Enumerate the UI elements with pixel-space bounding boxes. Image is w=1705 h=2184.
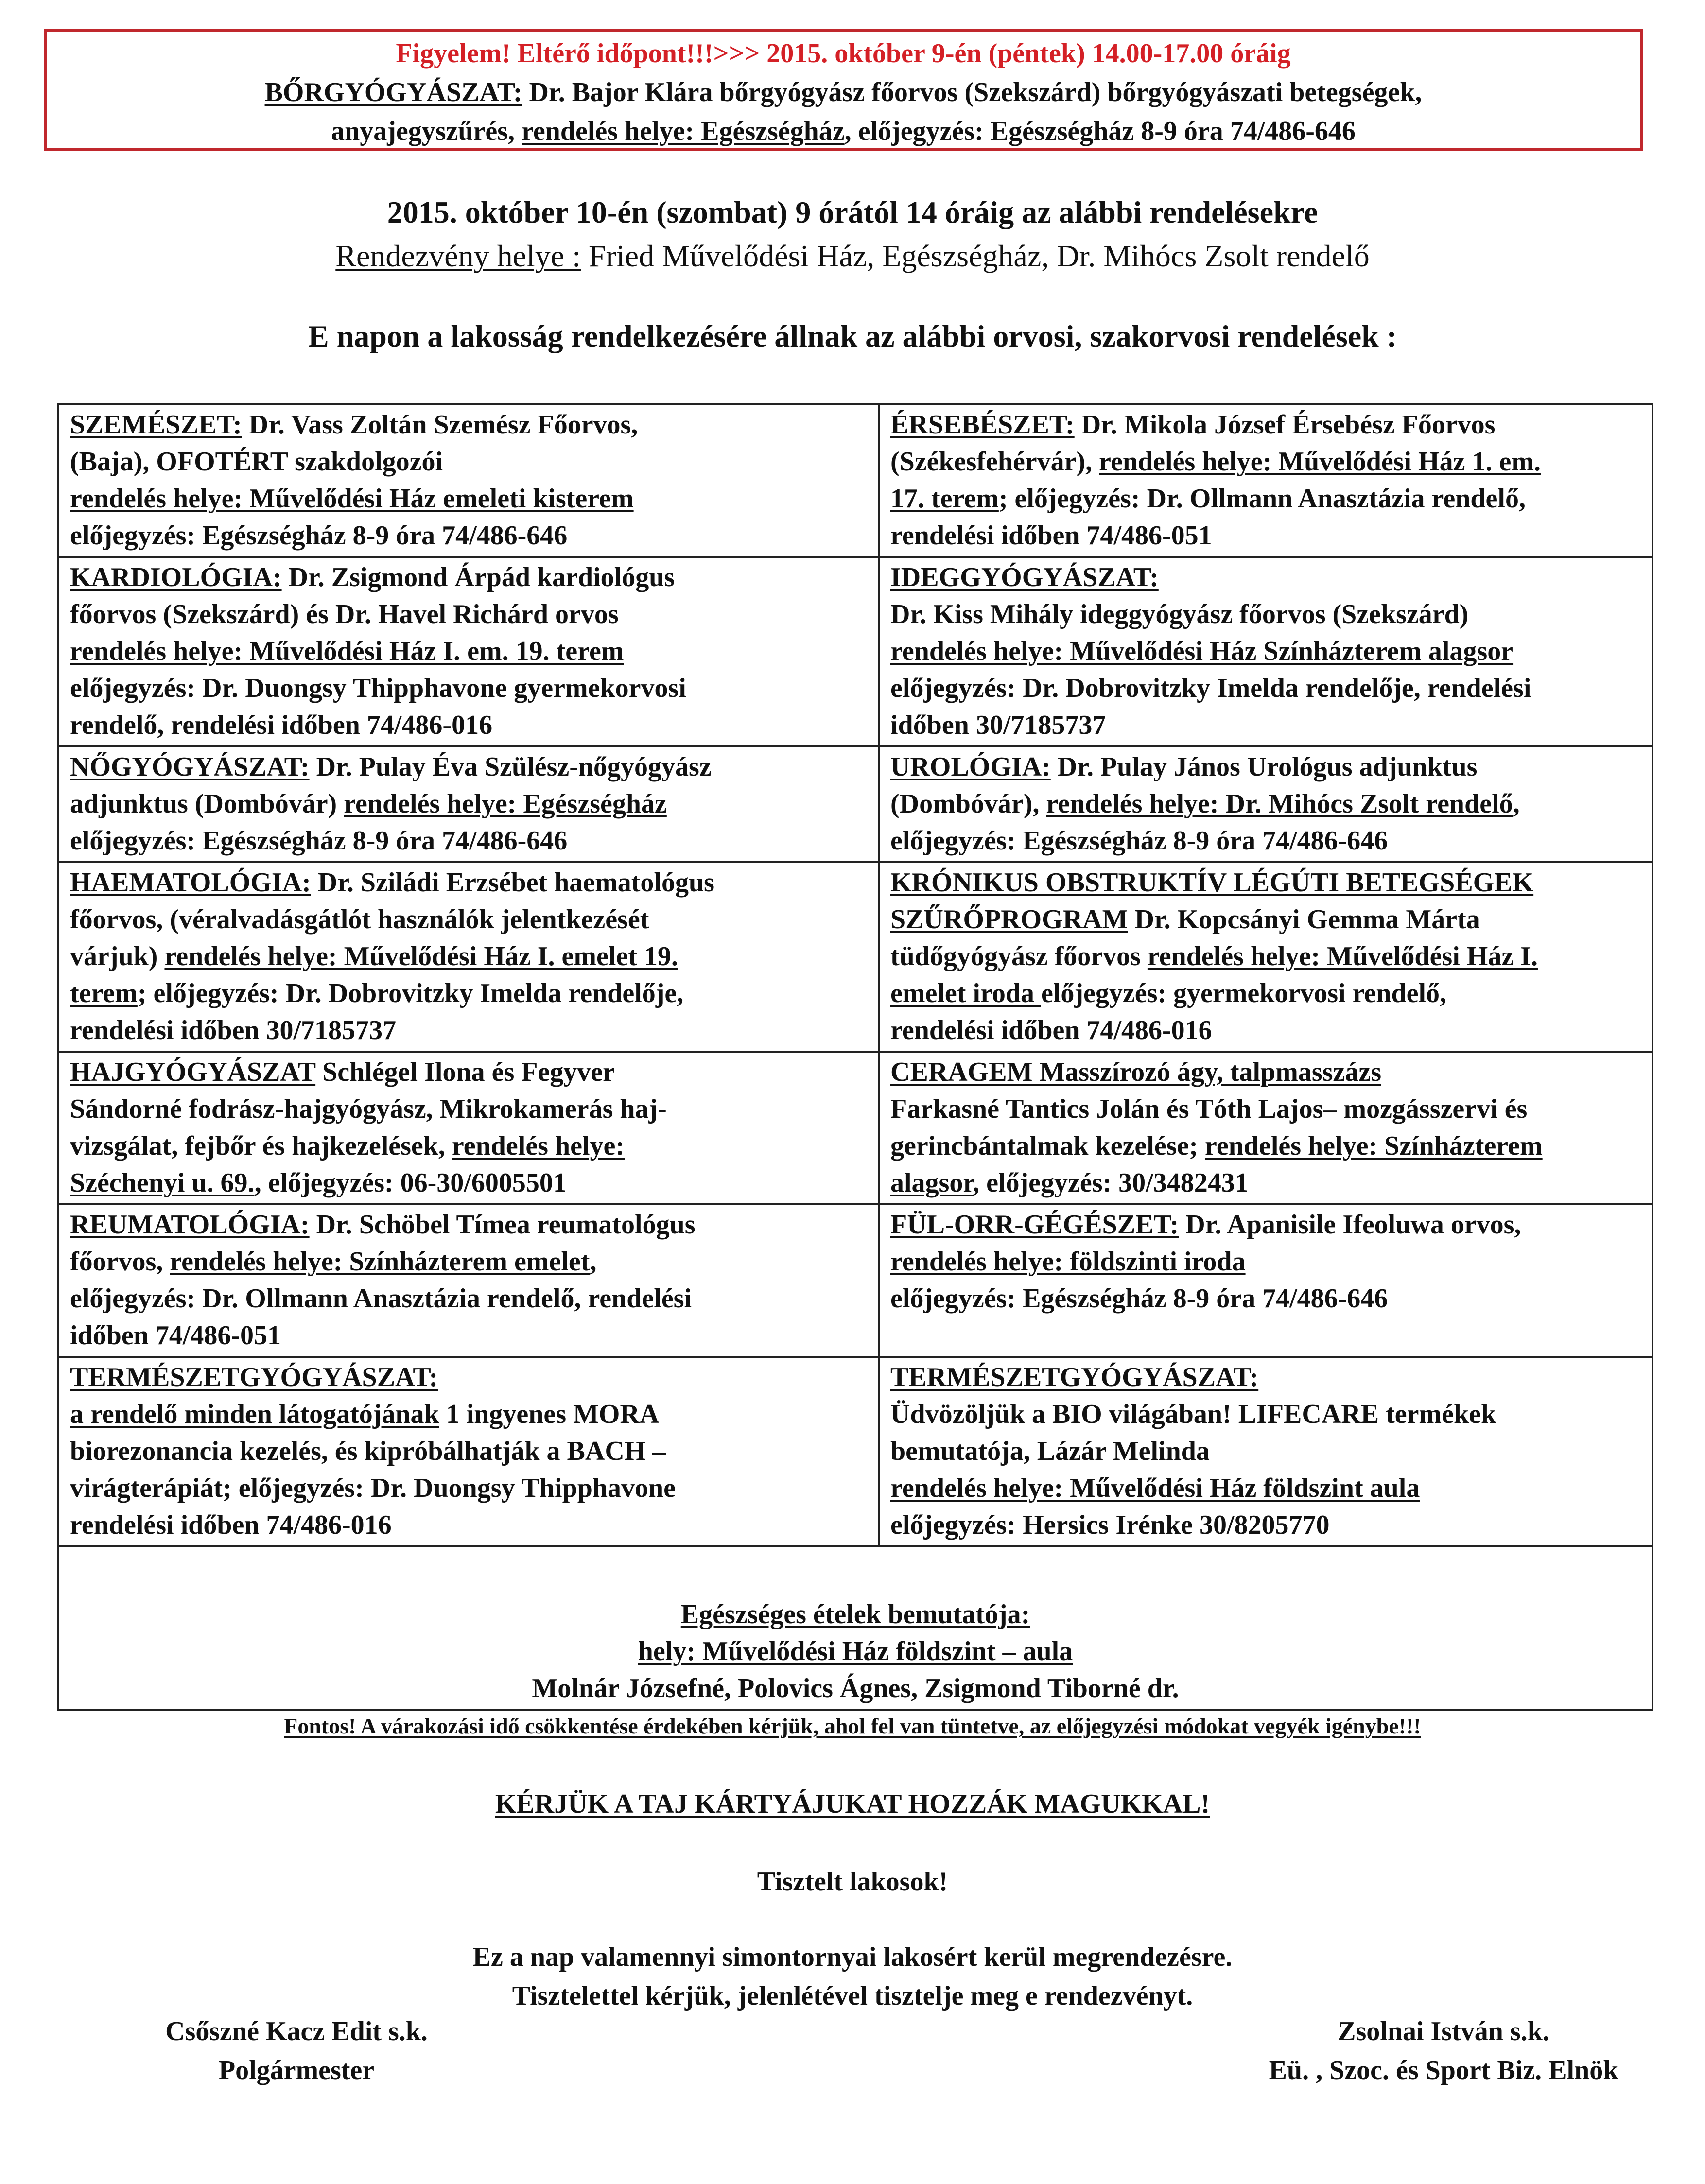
notice-text-a: anyajegyszűrés, [331, 116, 522, 146]
service-place: emelet iroda [890, 978, 1041, 1008]
intro-heading: E napon a lakosság rendelkezésére állnak az alábbi orvosi, szakorvosi rendelések : [308, 319, 1397, 353]
service-text: Dr. Sziládi Erzsébet haematológus [311, 867, 714, 898]
service-text: gerincbántalmak kezelése; [890, 1131, 1205, 1161]
service-title: TERMÉSZETGYÓGYÁSZAT: [70, 1362, 438, 1392]
service-text: Dr. Kiss Mihály ideggyógyász főorvos (Szekszárd) [890, 599, 1469, 629]
service-booking: előjegyzés: Hersics Irénke 30/8205770 [890, 1510, 1330, 1540]
service-booking: rendelési időben 74/486-051 [890, 520, 1212, 551]
event-place-text: Fried Művelődési Ház, Egészségház, Dr. Mihócs Zsolt rendelő [580, 239, 1370, 273]
service-title: HAJGYÓGYÁSZAT [70, 1057, 316, 1087]
service-booking: , előjegyzés: 06-30/6005501 [254, 1168, 567, 1198]
service-place: rendelés helye: Művelődési Ház I. emelet 19. [164, 941, 678, 971]
service-ent [879, 1204, 1653, 1357]
service-place: terem [70, 978, 138, 1008]
service-text: Dr. Schöbel Tímea reumatológus [309, 1210, 696, 1240]
service-booking: ; előjegyzés: Dr. Ollmann Anasztázia rendelő, [998, 484, 1526, 514]
service-place: rendelés helye: Művelődési Ház emeleti kisterem [70, 484, 634, 514]
service-text: Dr. Kopcsányi Gemma Márta [1128, 904, 1480, 935]
service-gynecology [58, 746, 879, 862]
service-place: rendelés helye: Dr. Mihócs Zsolt rendelő [1046, 789, 1513, 819]
service-title: NŐGYÓGYÁSZAT: [70, 752, 310, 782]
table-row [58, 1204, 1653, 1357]
service-place: Széchenyi u. 69. [70, 1168, 255, 1198]
service-booking: rendelési időben 74/486-016 [890, 1015, 1212, 1045]
service-text: (Dombóvár), [890, 789, 1046, 819]
service-text: főorvos, (véralvadásgátlót használók jelentkezését [70, 904, 649, 935]
service-booking: előjegyzés: Egészségház 8-9 óra 74/486-646 [70, 826, 568, 856]
signature-name: Zsolnai István s.k. [1338, 2016, 1549, 2046]
service-text: 1 ingyenes MORA [439, 1399, 660, 1429]
service-haematology [58, 862, 879, 1052]
service-text: Dr. Vass Zoltán Szemész Főorvos, [242, 410, 638, 440]
service-place: rendelés helye: Színházterem [1204, 1131, 1543, 1161]
service-place: rendelés helye: Egészségház [344, 789, 667, 819]
notice-text-b: , előjegyzés: Egészségház 8-9 óra 74/486-646 [844, 116, 1356, 146]
service-title: KRÓNIKUS OBSTRUKTÍV LÉGÚTI BETEGSÉGEK [890, 867, 1534, 898]
service-text: Dr. Zsigmond Árpád kardiológus [281, 562, 675, 592]
food-demo-names: Molnár Józsefné, Polovics Ágnes, Zsigmond Tiborné dr. [532, 1673, 1179, 1703]
service-booking: előjegyzés: gyermekorvosi rendelő, [1041, 978, 1447, 1008]
table-row [58, 1357, 1653, 1546]
event-date: 2015. október 10-én (szombat) 9 órától 14 óráig az alábbi rendelésekre [387, 195, 1318, 229]
service-neurology [879, 557, 1653, 746]
closing-line-2: Tisztelettel kérjük, jelenlétével tisztelje meg e rendezvényt. [512, 1981, 1193, 2011]
service-booking: időben 74/486-051 [70, 1320, 281, 1351]
services-table [57, 403, 1653, 1711]
signature-mayor [112, 2012, 481, 2090]
service-ceragem [879, 1052, 1653, 1204]
service-text: bemutatója, Lázár Melinda [890, 1436, 1210, 1466]
service-place: rendelés helye: [452, 1131, 625, 1161]
signature-committee-chair [1225, 2012, 1662, 2090]
service-title: CERAGEM Masszírozó ágy, talpmasszázs [890, 1057, 1381, 1087]
service-booking: rendelő, rendelési időben 74/486-016 [70, 710, 493, 740]
service-text: Dr. Mikola József Érsebész Főorvos [1074, 410, 1496, 440]
service-place: alagsor [890, 1168, 973, 1198]
notice-dermatology-title: BŐRGYÓGYÁSZAT: [264, 77, 522, 107]
service-text: Sándorné fodrász-hajgyógyász, Mikrokamerás haj- [70, 1094, 667, 1124]
service-booking: időben 30/7185737 [890, 710, 1106, 740]
healthy-food-demo [58, 1546, 1653, 1710]
service-title: ÉRSEBÉSZET: [890, 410, 1075, 440]
service-text: (Székesfehérvár), [890, 447, 1099, 477]
service-text: Dr. Pulay Éva Szülész-nőgyógyász [309, 752, 712, 782]
service-place: rendelés helye: Művelődési Ház I. em. 19. terem [70, 636, 624, 666]
service-text: Dr. Apanisile Ifeoluwa orvos, [1179, 1210, 1521, 1240]
signature-name: Csőszné Kacz Edit s.k. [165, 2016, 428, 2046]
service-text: főorvos (Szekszárd) és Dr. Havel Richárd orvos [70, 599, 619, 629]
service-urology [879, 746, 1653, 862]
service-place: rendelés helye: földszinti iroda [890, 1247, 1246, 1277]
service-text: Farkasné Tantics Jolán és Tóth Lajos– mozgásszervi és [890, 1094, 1528, 1124]
service-text: Schlégel Ilona és Fegyver [315, 1057, 615, 1087]
notice-box [44, 29, 1643, 151]
service-text: várjuk) [70, 941, 165, 971]
service-title: FÜL-ORR-GÉGÉSZET: [890, 1210, 1179, 1240]
service-text: adjunktus (Dombóvár) [70, 789, 344, 819]
service-place: rendelés helye: Művelődési Ház Színházterem alagsor [890, 636, 1514, 666]
service-booking: előjegyzés: Dr. Dobrovitzky Imelda rendelője, rendelési [890, 673, 1531, 703]
service-title: HAEMATOLÓGIA: [70, 867, 311, 898]
greeting: Tisztelt lakosok! [757, 1867, 948, 1897]
service-vascular-surgery [879, 404, 1653, 557]
food-demo-title: Egészséges ételek bemutatója: [680, 1599, 1030, 1629]
service-text: Dr. Pulay János Urológus adjunktus [1050, 752, 1478, 782]
service-title: SZŰRŐPROGRAM [890, 904, 1128, 935]
taj-card-reminder: KÉRJÜK A TAJ KÁRTYÁJUKAT HOZZÁK MAGUKKAL! [495, 1789, 1210, 1819]
service-booking: rendelési időben 74/486-016 [70, 1510, 392, 1540]
service-title: KARDIOLÓGIA: [70, 562, 282, 592]
service-text: , [590, 1247, 597, 1277]
footnote: Fontos! A várakozási idő csökkentése érdekében kérjük, ahol fel van tüntetve, az előjegyzési módokat vegyék igénybe!!! [284, 1714, 1421, 1738]
service-ophthalmology [58, 404, 879, 557]
signature-title: Eü. , Szoc. és Sport Biz. Elnök [1269, 2055, 1618, 2085]
service-booking: előjegyzés: Egészségház 8-9 óra 74/486-646 [890, 1283, 1388, 1314]
table-row [58, 1546, 1653, 1710]
signature-title: Polgármester [218, 2055, 375, 2085]
table-row [58, 862, 1653, 1052]
service-booking: , előjegyzés: 30/3482431 [973, 1168, 1249, 1198]
service-booking: rendelési időben 30/7185737 [70, 1015, 397, 1045]
table-row [58, 557, 1653, 746]
service-place: a rendelő minden látogatójának [70, 1399, 439, 1429]
service-title: REUMATOLÓGIA: [70, 1210, 310, 1240]
service-title: SZEMÉSZET: [70, 410, 242, 440]
service-text: tüdőgyógyász főorvos [890, 941, 1148, 971]
service-place: rendelés helye: Színházterem emelet [170, 1247, 590, 1277]
service-booking: ; előjegyzés: Dr. Dobrovitzky Imelda rendelője, [137, 978, 684, 1008]
service-text: (Baja), OFOTÉRT szakdolgozói [70, 447, 443, 477]
notice-dermatology-details [47, 112, 1640, 151]
service-booking: előjegyzés: Dr. Duongsy Thipphavone gyermekorvosi [70, 673, 686, 703]
service-title: TERMÉSZETGYÓGYÁSZAT: [890, 1362, 1259, 1392]
event-place [0, 238, 1705, 274]
service-naturopathy-mora [58, 1357, 879, 1546]
notice-dermatology-line [47, 73, 1640, 112]
service-text: főorvos, [70, 1247, 170, 1277]
notice-dermatology-text: Dr. Bajor Klára bőrgyógyász főorvos (Szekszárd) bőrgyógyászati betegségek, [522, 77, 1422, 107]
service-place: rendelés helye: Művelődési Ház I. [1147, 941, 1538, 971]
service-booking: előjegyzés: Egészségház 8-9 óra 74/486-646 [890, 826, 1388, 856]
service-naturopathy-bio [879, 1357, 1653, 1546]
service-copd-screening [879, 862, 1653, 1052]
service-text: vizsgálat, fejbőr és hajkezelések, [70, 1131, 452, 1161]
service-booking: előjegyzés: Egészségház 8-9 óra 74/486-646 [70, 520, 568, 551]
service-place: 17. terem [890, 484, 999, 514]
service-text: , [1513, 789, 1520, 819]
service-cardiology [58, 557, 879, 746]
notice-date-line: Figyelem! Eltérő időpont!!!>>> 2015. október 9-én (péntek) 14.00-17.00 óráig [396, 38, 1291, 69]
food-demo-place: hely: Művelődési Ház földszint – aula [638, 1636, 1073, 1666]
service-title: UROLÓGIA: [890, 752, 1051, 782]
notice-place: rendelés helye: Egészségház [522, 116, 845, 146]
service-place: rendelés helye: Művelődési Ház 1. em. [1099, 447, 1541, 477]
service-place: rendelés helye: Művelődési Ház földszint aula [890, 1473, 1420, 1503]
service-hair-care [58, 1052, 879, 1204]
event-place-label: Rendezvény helye : [335, 239, 581, 273]
table-row [58, 746, 1653, 862]
closing-line-1: Ez a nap valamennyi simontornyai lakosért kerül megrendezésre. [472, 1942, 1233, 1972]
service-booking: virágterápiát; előjegyzés: Dr. Duongsy Thipphavone [70, 1473, 676, 1503]
service-rheumatology [58, 1204, 879, 1357]
table-row [58, 404, 1653, 557]
service-booking: előjegyzés: Dr. Ollmann Anasztázia rendelő, rendelési [70, 1283, 692, 1314]
service-text: Üdvözöljük a BIO világában! LIFECARE termékek [890, 1399, 1496, 1429]
service-text: biorezonancia kezelés, és kipróbálhatják a BACH – [70, 1436, 666, 1466]
table-row [58, 1052, 1653, 1204]
service-title: IDEGGYÓGYÁSZAT: [890, 562, 1159, 592]
